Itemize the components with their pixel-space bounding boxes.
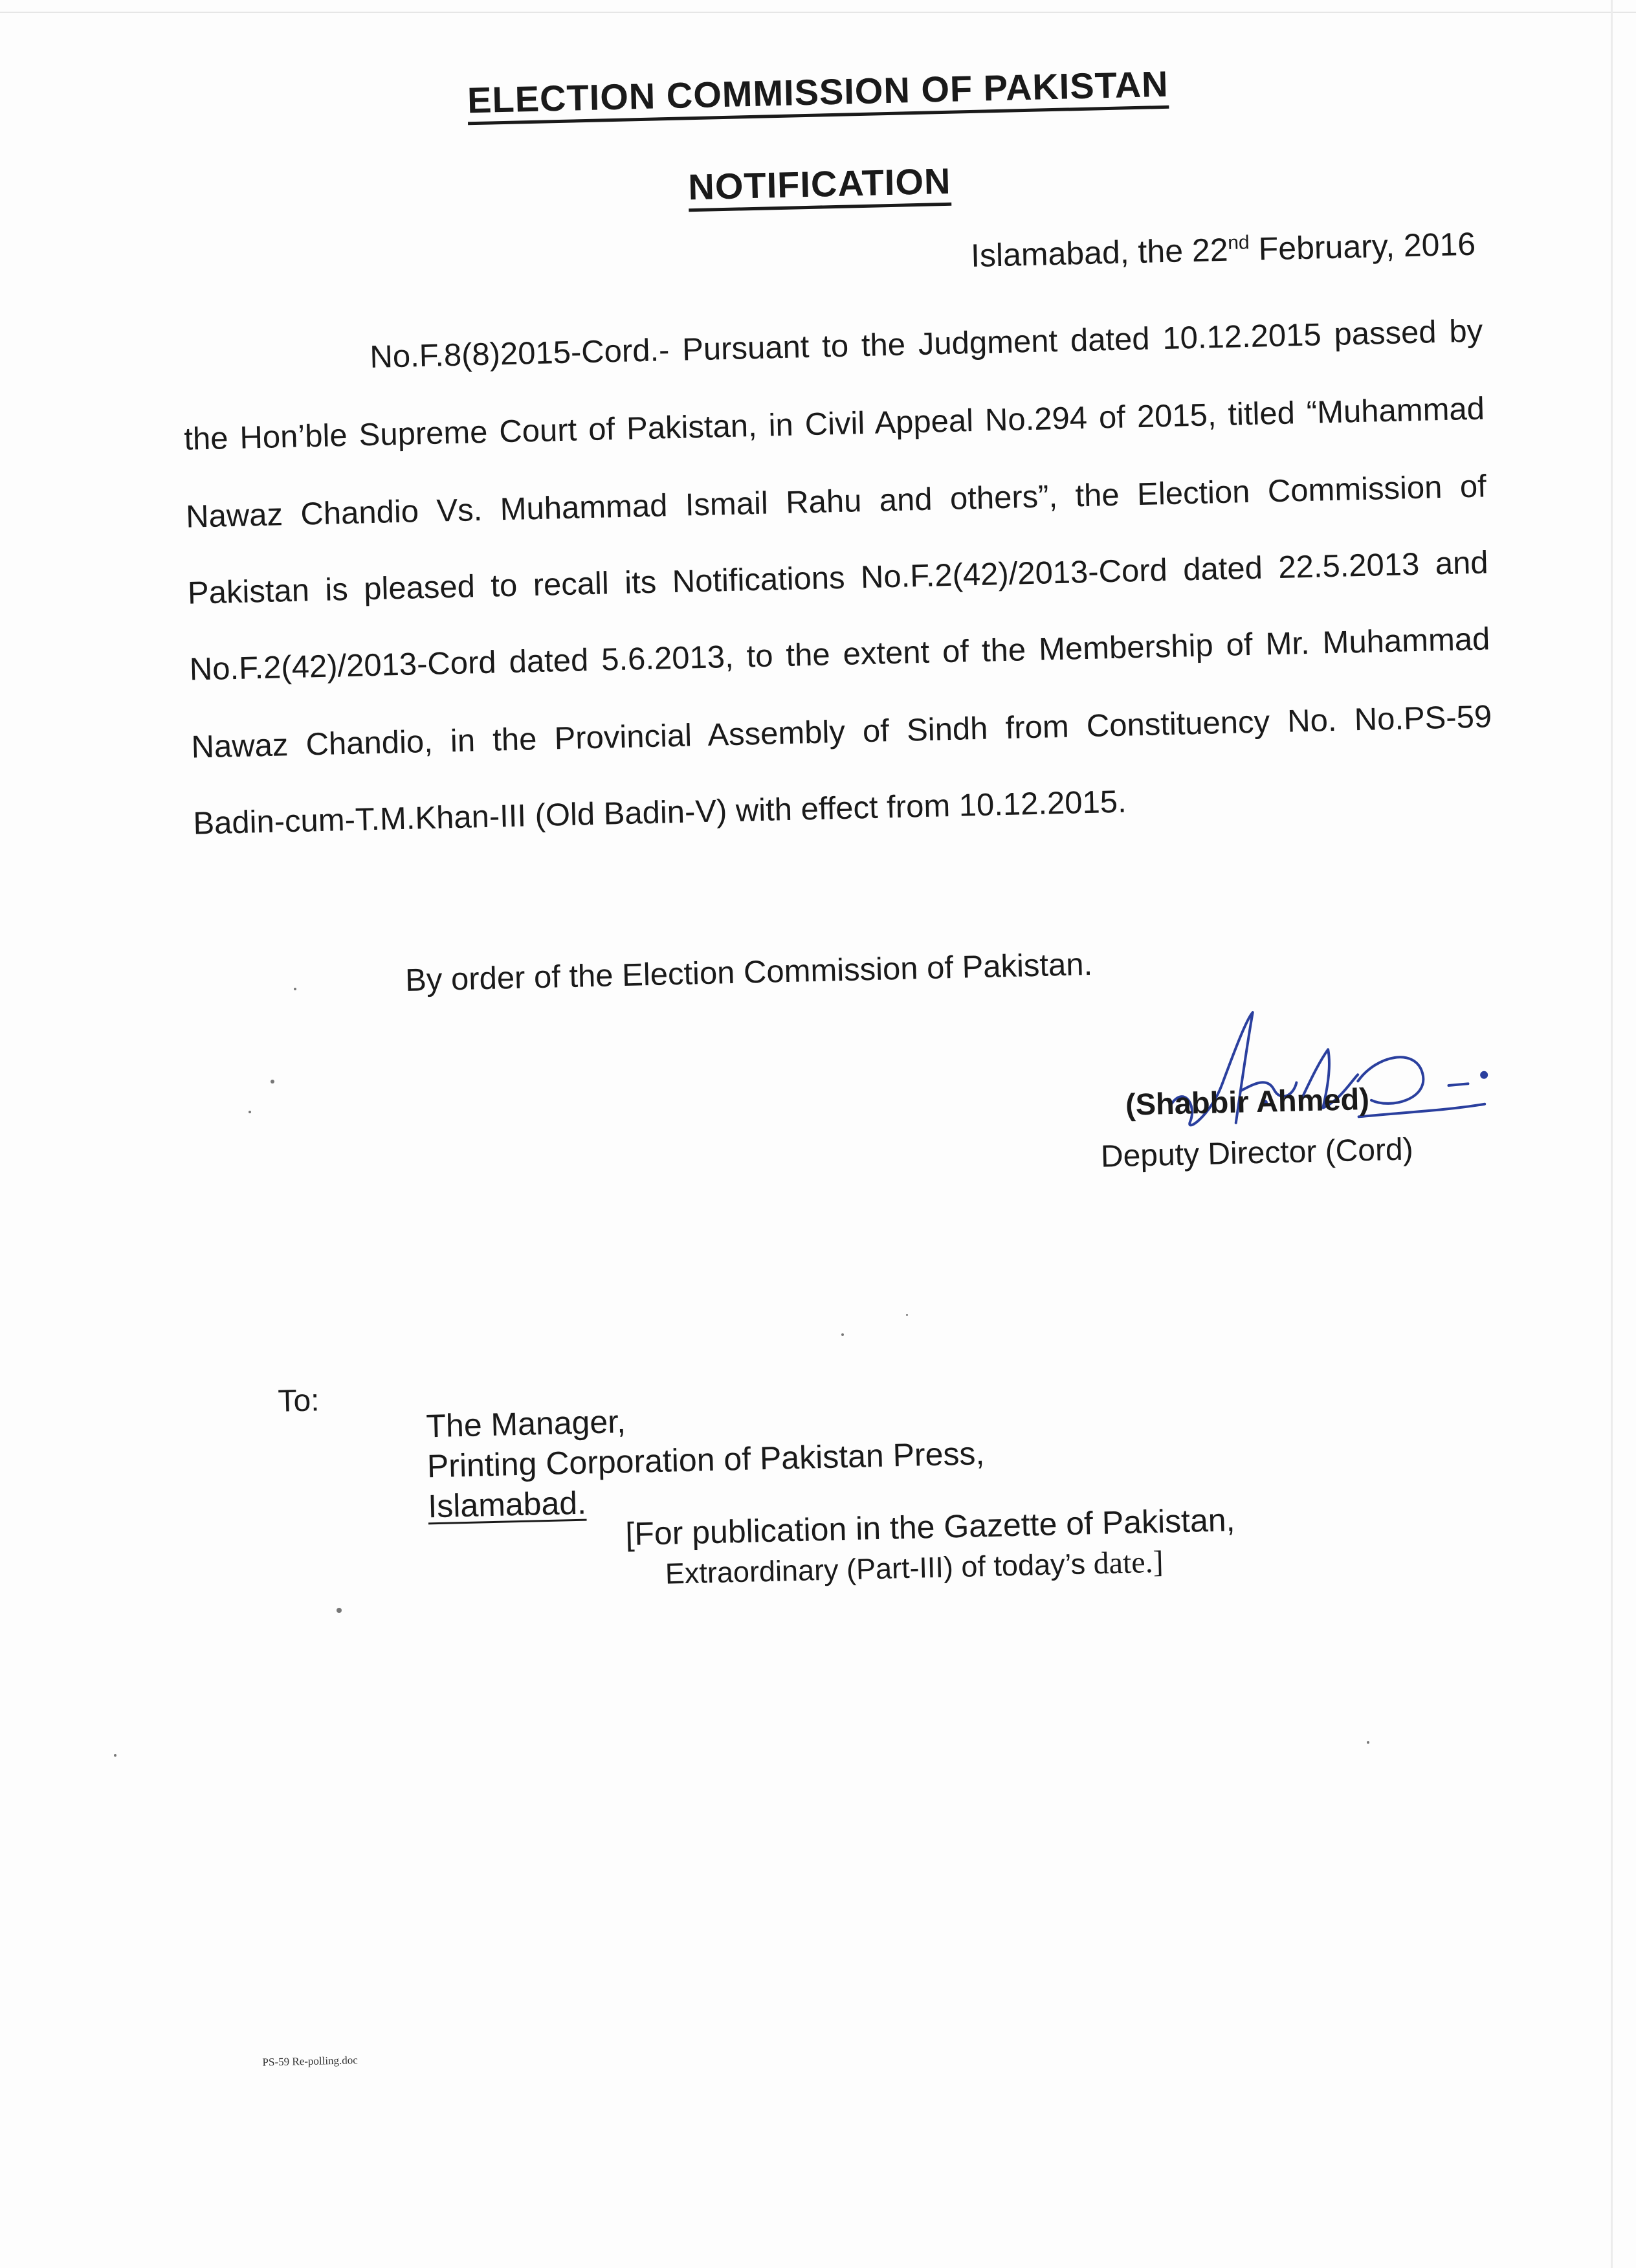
scan-speck bbox=[841, 1333, 844, 1336]
body-line-7: Badin-cum-T.M.Khan-III (Old Badin-V) with effect from 10.12.2015. bbox=[192, 784, 1127, 841]
address-line-1: The Manager, bbox=[425, 1403, 626, 1445]
signatory-name: (Shabbir Ahmed) bbox=[1125, 1081, 1370, 1122]
body-line-5: No.F.2(42)/2013-Cord dated 5.6.2013, to the extent of the Membership of Mr. Muhammad bbox=[189, 621, 1490, 687]
body-line-2: the Hon’ble Supreme Court of Pakistan, in Civil Appeal No.294 of 2015, titled “Muhammad bbox=[183, 391, 1485, 457]
body-line-3: Nawaz Chandio Vs. Muhammad Ismail Rahu and others”, the Election Commission of bbox=[185, 469, 1487, 535]
body-line-4: Pakistan is pleased to recall its Notifications No.F.2(42)/2013-Cord dated 22.5.2013 and bbox=[187, 545, 1489, 611]
scan-speck bbox=[114, 1754, 116, 1757]
publication-note-line-2 bbox=[665, 1544, 1164, 1592]
order-statement: By order of the Election Commission of Pakistan. bbox=[404, 946, 1093, 998]
scan-speck bbox=[249, 1111, 251, 1113]
scan-speck bbox=[271, 1080, 274, 1084]
scan-speck bbox=[337, 1608, 342, 1613]
date-prefix: Islamabad, the 22 bbox=[970, 231, 1229, 274]
date-ordinal-suffix: nd bbox=[1227, 232, 1250, 254]
address-line-2: Printing Corporation of Pakistan Press, bbox=[426, 1435, 985, 1485]
publication-note-sans: Extraordinary (Part-III) of today’s bbox=[665, 1547, 1094, 1590]
date-rest: February, 2016 bbox=[1249, 225, 1476, 267]
organization-heading: ELECTION COMMISSION OF PAKISTAN bbox=[467, 63, 1169, 121]
signatory-designation: Deputy Director (Cord) bbox=[1100, 1132, 1414, 1174]
body-line-6: Nawaz Chandio, in the Provincial Assembly of Sindh from Constituency No. No.PS-59 bbox=[191, 699, 1492, 765]
footer-file-name: PS-59 Re-polling.doc bbox=[262, 2054, 359, 2069]
scan-speck bbox=[294, 988, 296, 990]
scan-speck bbox=[906, 1314, 908, 1316]
publication-note-line-1: [For publication in the Gazette of Pakistan, bbox=[625, 1501, 1236, 1553]
scan-speck bbox=[1367, 1741, 1369, 1744]
publication-note-serif: date.] bbox=[1093, 1544, 1164, 1581]
to-label: To: bbox=[277, 1383, 320, 1419]
issue-date bbox=[970, 225, 1476, 274]
body-line-1: No.F.8(8)2015-Cord.- Pursuant to the Judgment dated 10.12.2015 passed by bbox=[369, 313, 1483, 375]
handwritten-signature bbox=[1143, 1000, 1496, 1151]
notification-heading: NOTIFICATION bbox=[687, 160, 952, 208]
address-line-3: Islamabad. bbox=[427, 1484, 587, 1525]
